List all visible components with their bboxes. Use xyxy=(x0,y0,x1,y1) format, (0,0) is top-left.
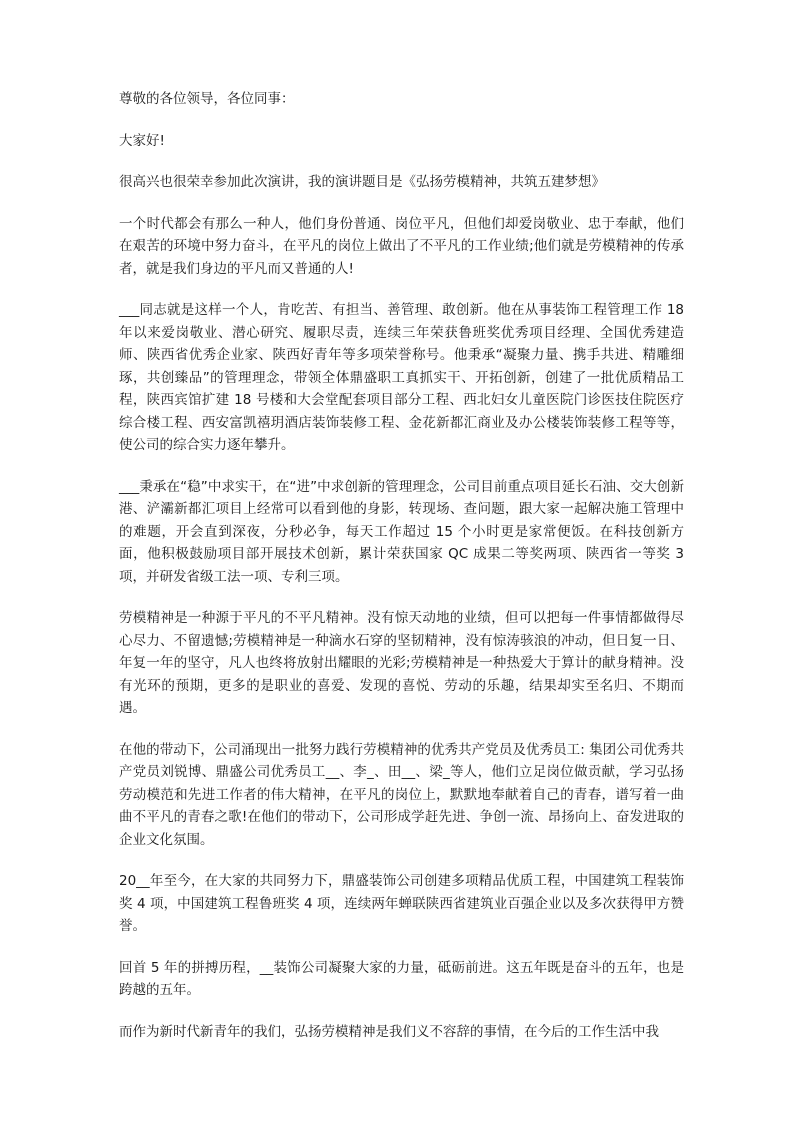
paragraph-management-philosophy: ___秉承在“稳”中求实干，在“进”中求创新的管理理念，公司目前重点项目延长石油、交大创新港、浐灞新都汇项目上经常可以看到他的身影，转现场、查问题，跟大家一起解决施工管理中的难题，开会直到深夜，分秒必争，每天工作超过 15 个小时更是家常便饭。在科技创新方面，他积极鼓励项目部开展技术创新，累计荣获国家 QC 成果二等奖两项、陕西省一等奖 3 项，并研发省级工法一项、专利三项。 xyxy=(119,478,684,585)
paragraph-model-spirit: 劳模精神是一种源于平凡的不平凡精神。没有惊天动地的业绩，但可以把每一件事情都做得尽心尽力、不留遗憾;劳模精神是一种滴水石穿的坚韧精神，没有惊涛骇浪的冲动，但日复一日、年复一年的坚守，凡人也终将放射出耀眼的光彩;劳模精神是一种热爱大于算计的献身精神。没有光环的预期，更多的是职业的喜爱、发现的喜悦、劳动的乐趣，结果却实至名归、不期而遇。 xyxy=(119,610,684,716)
greeting: 大家好! xyxy=(119,132,165,149)
document-page xyxy=(119,88,684,1062)
speech-intro: 很高兴也很荣幸参加此次演讲，我的演讲题目是《弘扬劳模精神，共筑五建梦想》 xyxy=(119,174,605,190)
paragraph-achievements: 20__年至今，在大家的共同努力下，鼎盛装饰公司创建多项精品优质工程，中国建筑工程装饰奖 4 项，中国建筑工程鲁班奖 4 项，连续两年蝉联陕西省建筑业百强企业以及多次获得甲方赞誉。 xyxy=(119,873,684,934)
paragraph-five-years: 回首 5 年的拼搏历程，__装饰公司凝聚大家的力量，砥砺前进。这五年既是奋斗的五年，也是跨越的五年。 xyxy=(119,959,684,998)
paragraph-comrade-profile: ___同志就是这样一个人，肯吃苦、有担当、善管理、敢创新。他在从事装饰工程管理工作 18 年以来爱岗敬业、潜心研究、履职尽责，连续三年荣获鲁班奖优秀项目经理、全国优秀建造师、陕西省优秀企业家、陕西好青年等多项荣誉称号。他秉承“凝聚力量、携手共进、精雕细琢，共创臻品”的管理理念，带领全体鼎盛职工真抓实干、开拓创新，创建了一批优质精品工程，陕西宾馆扩建 18 号楼和大会堂配套项目部分工程、西北妇女儿童医院门诊医技住院医疗综合楼工程、西安富凯禧玥酒店装饰装修工程、金花新都汇商业及办公楼装饰装修工程等等，使公司的综合实力逐年攀升。 xyxy=(119,302,684,453)
paragraph-new-youth: 而作为新时代新青年的我们，弘扬劳模精神是我们义不容辞的事情，在今后的工作生活中我 xyxy=(119,1023,659,1040)
salutation: 尊敬的各位领导，各位同事： xyxy=(119,91,295,107)
paragraph-model-workers: 一个时代都会有那么一种人，他们身份普通、岗位平凡，但他们却爱岗敬业、忠于奉献，他们在艰苦的环境中努力奋斗，在平凡的岗位上做出了不平凡的工作业绩;他们就是劳模精神的传承者，就是我们身边的平凡而又普通的人! xyxy=(119,215,684,277)
paragraph-excellent-staff: 在他的带动下，公司涌现出一批努力践行劳模精神的优秀共产党员及优秀员工: 集团公司优秀共产党员刘锐博、鼎盛公司优秀员工__、李_、田__、梁_等人，他们立足岗位做贡献，学习弘扬劳动模范和先进工作者的伟大精神，在平凡的岗位上，默默地奉献着自己的青春，谱写着一曲曲不平凡的青春之歌!在他们的带动下，公司形成学赶先进、争创一流、昂扬向上、奋发进取的企业文化氛围。 xyxy=(119,741,684,848)
